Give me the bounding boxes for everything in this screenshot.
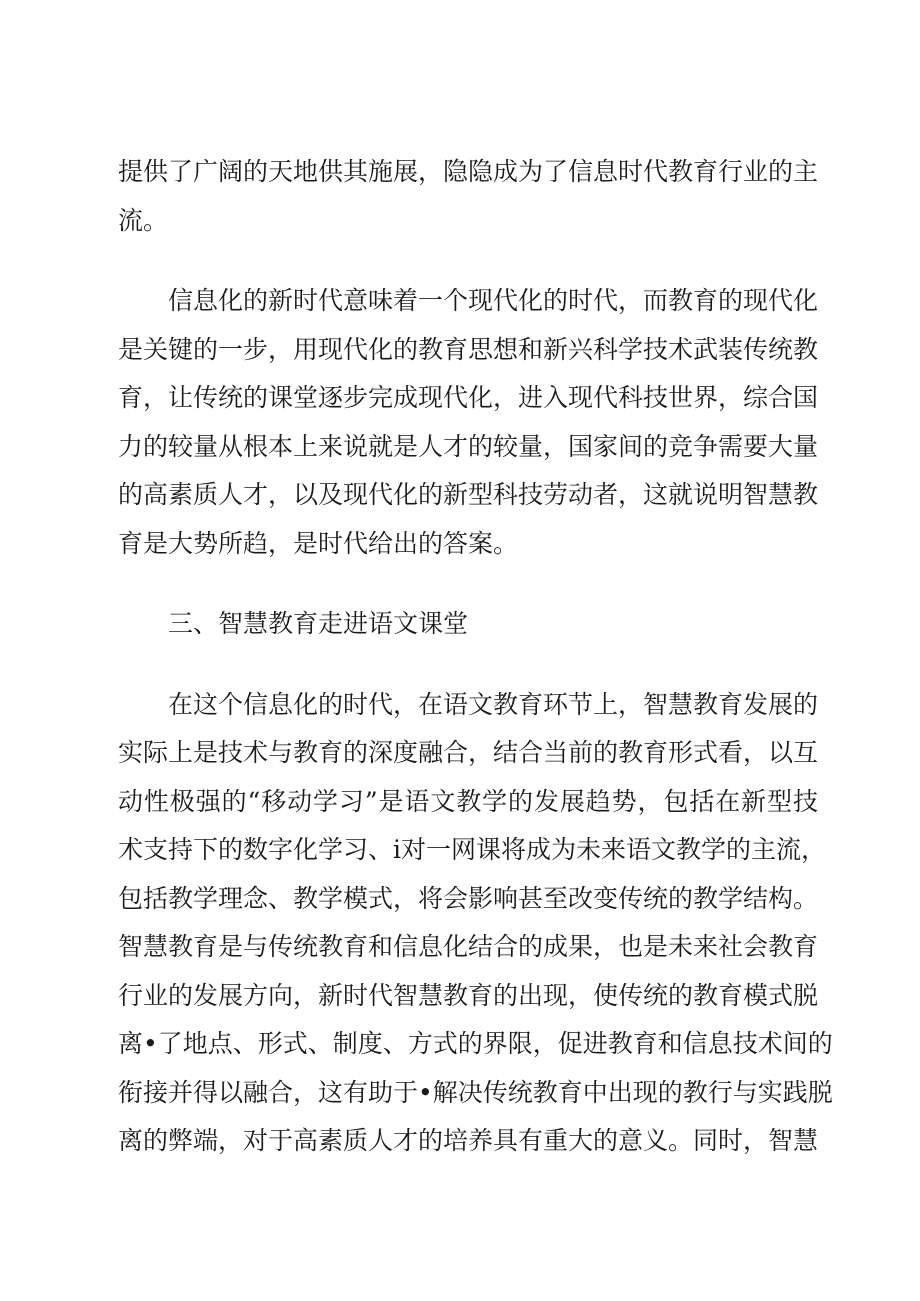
paragraph-2-line-1: 信息化的新时代意味着一个现代化的时代，而教育的现代化 bbox=[168, 286, 819, 315]
paragraph-gap bbox=[118, 568, 818, 600]
paragraph-1-line-1: 提供了广阔的天地供其施展，隐隐成为了信息时代教育行业的主 bbox=[118, 157, 819, 186]
paragraph-2-line-3: 育，让传统的课堂逐步完成现代化，进入现代科技世界，综合国 bbox=[118, 383, 819, 412]
paragraph-2-line-4: 力的较量从根本上来说就是人才的较量，国家间的竞争需要大量 bbox=[118, 431, 819, 461]
paragraph-3-line-2: 实际上是技术与教育的深度融合，结合当前的教育形式看，以互 bbox=[118, 738, 819, 767]
section-heading: 三、智慧教育走进语文课堂 bbox=[168, 609, 469, 638]
paragraph-3-line-1: 在这个信息化的时代，在语文教育环节上，智慧教育发展的 bbox=[168, 689, 819, 719]
paragraph-3-line-9: 衔接并得以融合，这有助于•解决传统教育中出现的教行与实践脱 bbox=[118, 1077, 833, 1107]
paragraph-gap bbox=[118, 649, 818, 681]
paragraph-3-line-5: 包括教学理念、教学模式，将会影响甚至改变传统的教学结构。 bbox=[118, 883, 819, 913]
paragraph-3-line-7: 行业的发展方向，新时代智慧教育的出现，使传统的教育模式脱 bbox=[118, 980, 819, 1010]
paragraph-1-line-2: 流。 bbox=[118, 205, 169, 235]
paragraph-2-line-2: 是关键的一步，用现代化的教育思想和新兴科学技术武装传统教 bbox=[118, 334, 819, 364]
document-body bbox=[118, 148, 833, 1166]
paragraph-3-line-10: 离的弊端，对于高素质人才的培养具有重大的意义。同时，智慧 bbox=[118, 1126, 819, 1155]
paragraph-gap bbox=[118, 245, 818, 277]
paragraph-3-line-3: 动性极强的“移动学习”是语文教学的发展趋势，包括在新型技 bbox=[118, 786, 818, 816]
paragraph-3-line-8: 离•了地点、形式、制度、方式的界限，促进教育和信息技术间的 bbox=[118, 1029, 833, 1058]
paragraph-3-line-4: 术支持下的数字化学习、i对一网课将成为未来语文教学的主流， bbox=[118, 835, 826, 864]
paragraph-3-line-6: 智慧教育是与传统教育和信息化结合的成果，也是未来社会教育 bbox=[118, 932, 819, 961]
paragraph-2-line-6: 育是大势所趋，是时代给出的答案。 bbox=[118, 528, 519, 558]
paragraph-2-line-5: 的高素质人才，以及现代化的新型科技劳动者，这就说明智慧教 bbox=[118, 480, 819, 509]
